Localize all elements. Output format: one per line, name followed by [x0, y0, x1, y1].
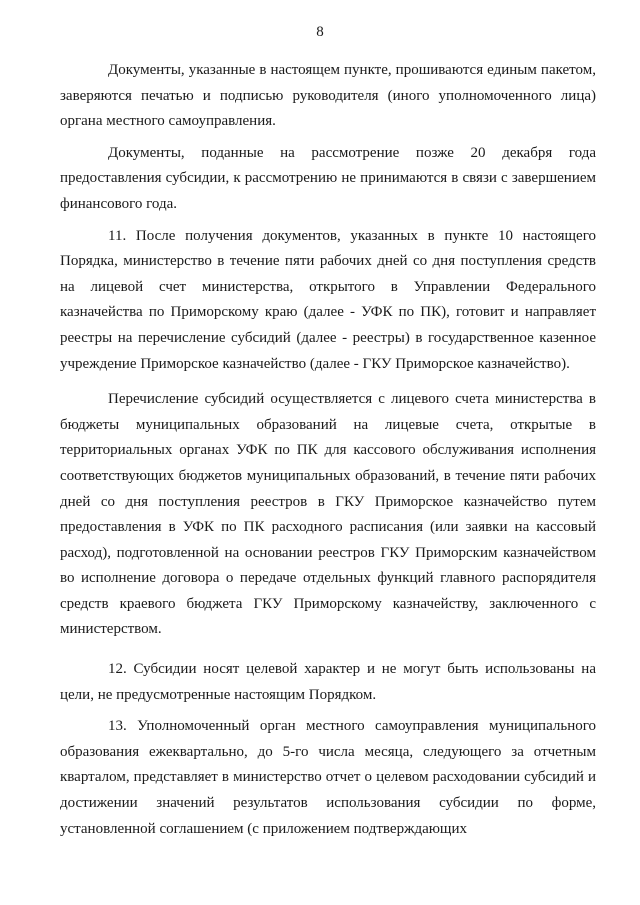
paragraph-item-13: 13. Уполномоченный орган местного самоуправления муниципального образования ежеквартально, до 5-го числа месяца, следующего за отчетным кварталом, представляет в министерство отчет о целевом расходовании субсидий и достижении значений результатов использования субсидии по форме, установленной соглашением (с приложением подтверждающих [60, 718, 596, 837]
document-body [60, 58, 596, 842]
paragraph-item-11: 11. После получения документов, указанных в пункте 10 настоящего Порядка, министерство в течение пяти рабочих дней со дня поступления средств на лицевой счет министерства, открытого в Управлении Федерального казначейства по Приморскому краю (далее - УФК по ПК), готовит и направляет реестры на перечисление субсидий (далее - реестры) в государственное казенное учреждение Приморское казначейство (далее - ГКУ Приморское казначейство). [60, 227, 596, 372]
paragraph-item-12: 12. Субсидии носят целевой характер и не могут быть использованы на цели, не предусмотренные настоящим Порядком. [60, 661, 596, 703]
page-number: 8 [316, 24, 324, 40]
paragraph-documents-deadline: Документы, поданные на рассмотрение позже 20 декабря года предоставления субсидии, к рассмотрению не принимаются в связи с завершением финансового года. [60, 144, 596, 212]
paragraph-subsidy-transfer: Перечисление субсидий осуществляется с лицевого счета министерства в бюджеты муниципальных образований на лицевые счета, открытые в территориальных органах УФК по ПК для кассового обслуживания исполнения соответствующих бюджетов муниципальных образований, в течение пяти рабочих дней со дня поступления реестров в ГКУ Приморское казначейство путем предоставления в УФК по ПК расходного расписания (или заявки на кассовый расход), подготовленной на основании реестров ГКУ Приморским казначейством во исполнение договора о передаче отдельных функций главного распорядителя средств краевого бюджета ГКУ Приморскому казначейству, заключенного с министерством. [60, 391, 596, 638]
paragraph-documents-bundled: Документы, указанные в настоящем пункте, прошиваются единым пакетом, заверяются печатью и подписью руководителя (иного уполномоченного лица) органа местного самоуправления. [60, 62, 596, 130]
